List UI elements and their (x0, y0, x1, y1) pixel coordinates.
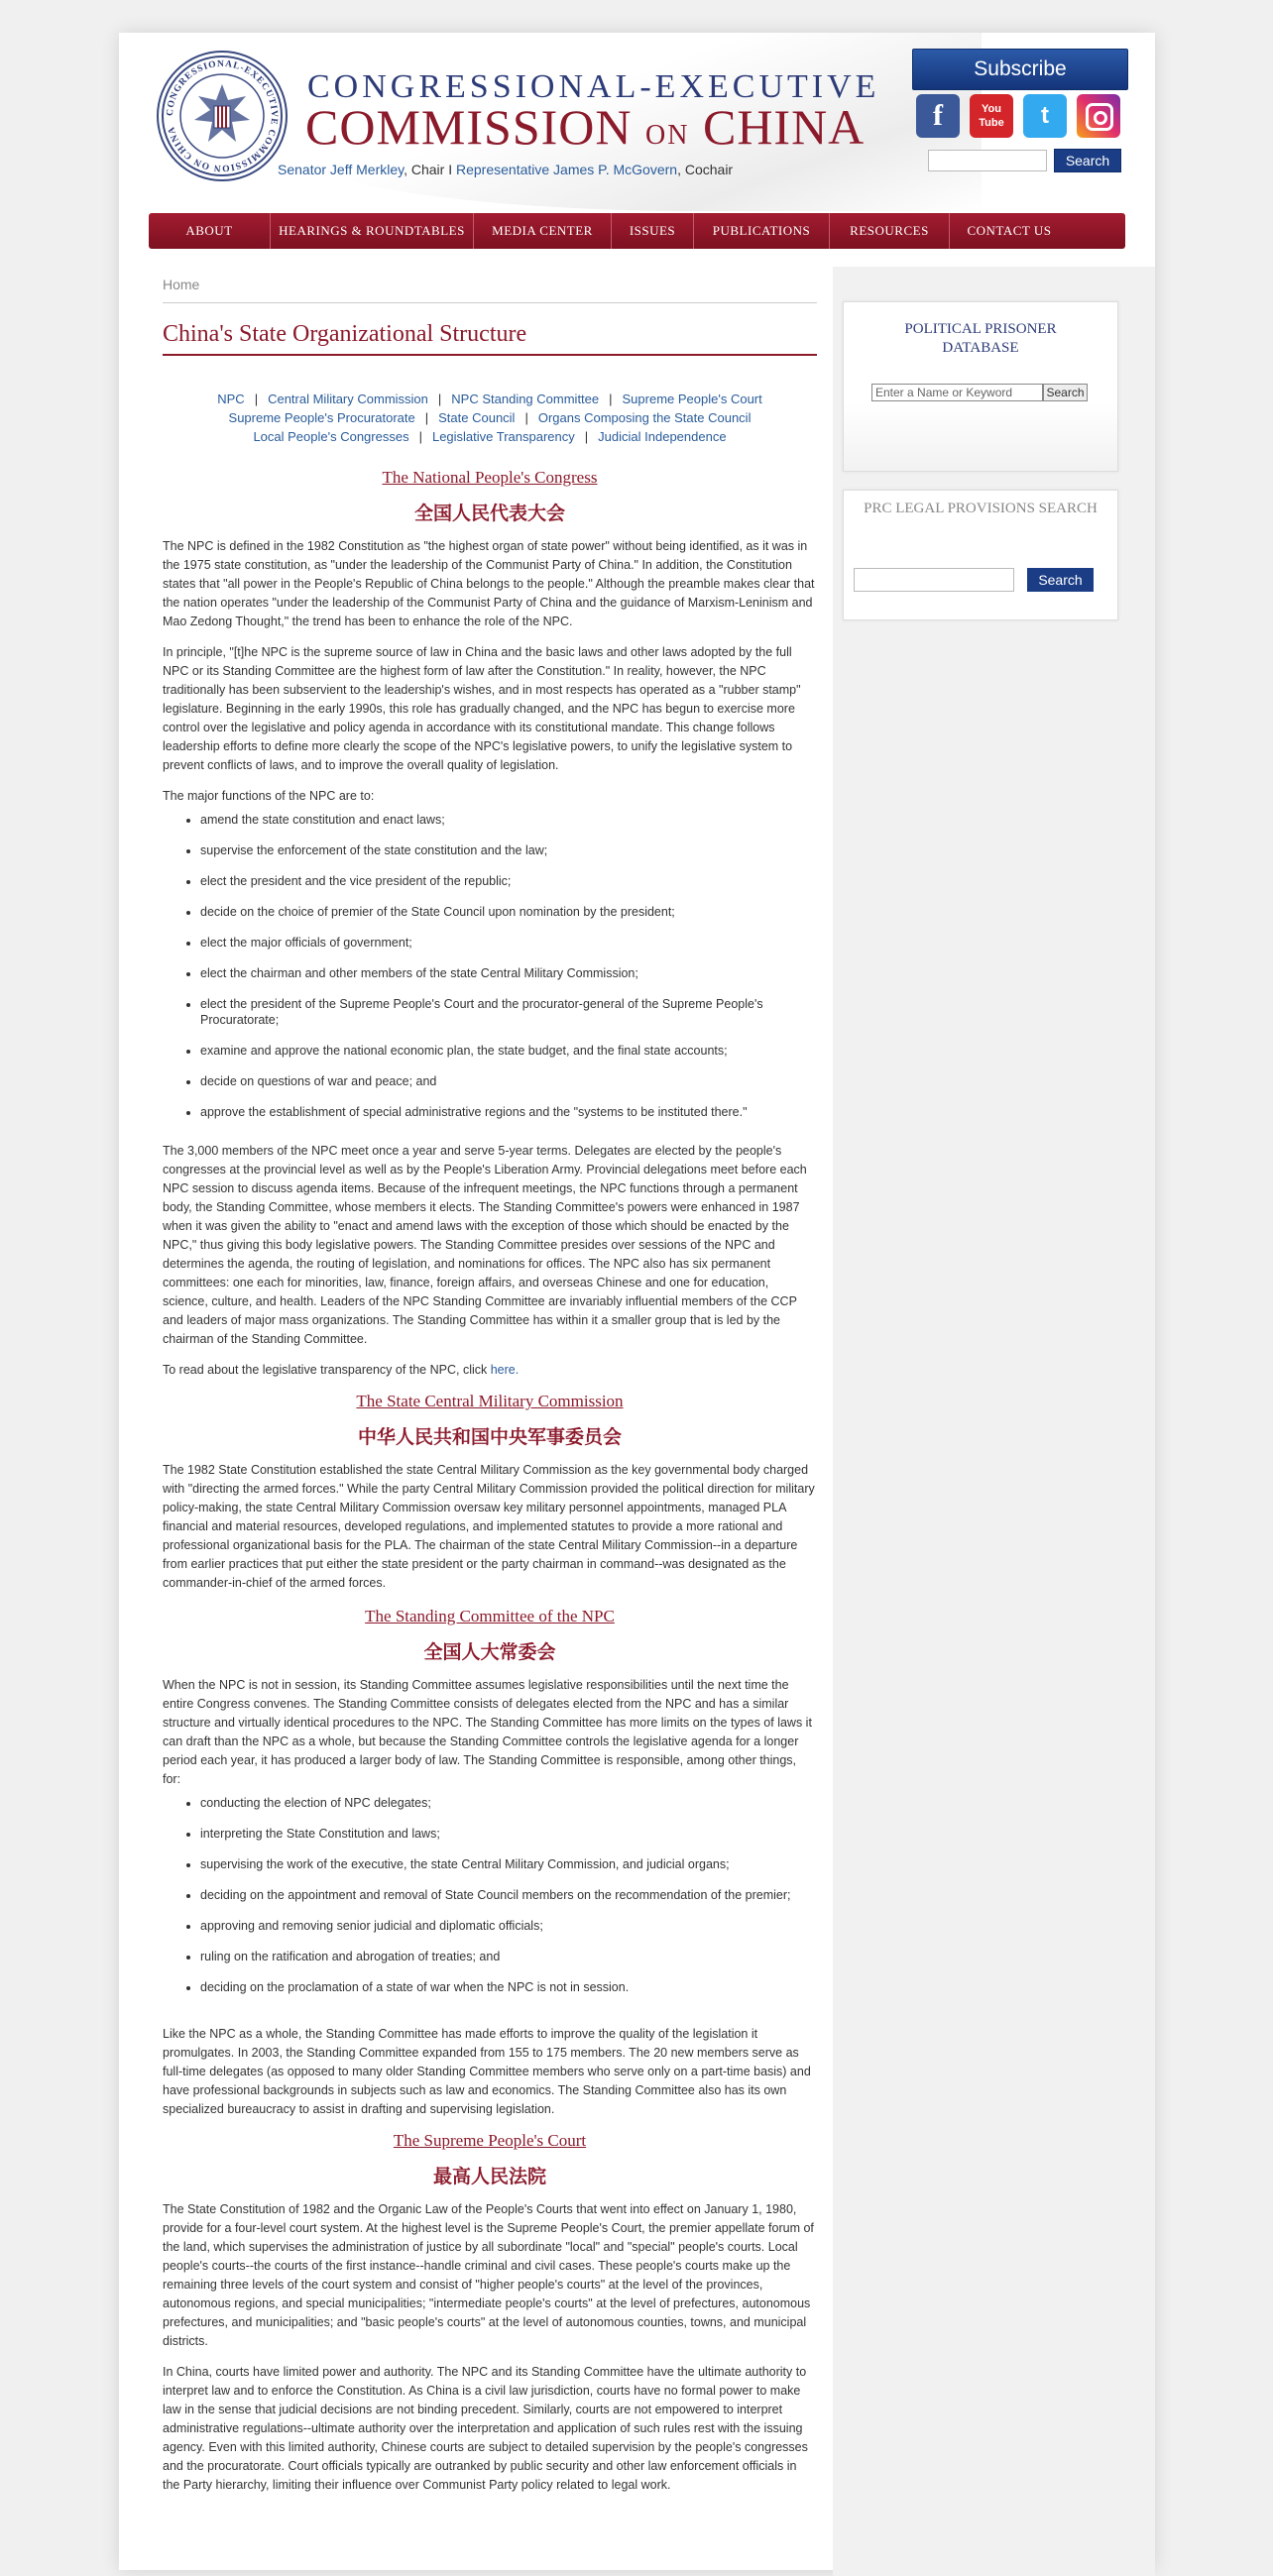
nav-publications[interactable]: PUBLICATIONS (694, 213, 830, 249)
ppd-title-line-2: DATABASE (942, 340, 1019, 356)
jumplinks-row-1 (163, 390, 817, 408)
prc-legal-provisions-box (843, 490, 1118, 620)
site-search-input[interactable] (928, 150, 1047, 171)
section-jumplinks (163, 390, 817, 446)
sidebar (833, 267, 1155, 2576)
youtube-icon-bottom: Tube (979, 117, 1004, 129)
nav-hearings[interactable]: HEARINGS & ROUNDTABLES (271, 213, 474, 249)
instagram-icon[interactable] (1077, 94, 1120, 138)
main-content (163, 277, 817, 2495)
logo-line-1[interactable]: CONGRESSIONAL-EXECUTIVE (307, 68, 880, 105)
npc-functions-list (163, 812, 817, 1120)
npc-transparency-text: To read about the legislative transparency of the NPC, click (163, 1363, 491, 1377)
svg-text:CONGRESSIONAL-EXECUTIVE COMMIS: CONGRESSIONAL-EXECUTIVE COMMISSION ON CHINA (165, 58, 280, 173)
section-title-npcsc-chinese: 全国人大常委会 (423, 1641, 556, 1663)
prc-legal-search-button[interactable]: Search (1027, 568, 1094, 592)
cochair-role: , Cochair (677, 162, 734, 177)
nav-about[interactable]: ABOUT (149, 213, 271, 249)
list-item: • decide on questions of war and peace; and (200, 1073, 817, 1089)
jumplinks-row-3 (163, 427, 817, 446)
npcsc-paragraph-2: Like the NPC as a whole, the Standing Committee has made efforts to improve the quality of the legislation it promulgates. In 2003, the Standing Committee expanded from 155 to 175 members. The 20 new members serve as full-time delegates (as opposed to many older Standing Committee members who serve only on a part-time basis) and have professional backgrounds in subjects such as law and economics. The Standing Committee also has its own specialized bureaucracy to assist in drafting and supervising legislation. (163, 2027, 811, 2116)
instagram-icon-lens (1094, 111, 1107, 125)
logo-word-china: CHINA (702, 99, 866, 155)
list-item: • elect the president and the vice president of the republic; (200, 873, 817, 889)
npc-paragraph-3: The 3,000 members of the NPC meet once a year and serve 5-year terms. Delegates are elected by the people's congresses at the provincial level as well as by the People's Liberation Army. Provincial delegations meet before each NPC session to discuss agenda items. Because of the infrequent meetings, the NPC functions through a permanent body, the Standing Committee, whose members it elects. The Standing Committee's powers were enhanced in 1987 when it was given the ability to "enact and amend laws with the exception of those which should be enacted by the NPC," thus giving this body legislative powers. The Standing Committee presides over sessions of the NPC and determines the agenda, the routing of legislation, and nominations for offices. The NPC also has six permanent committees: one each for minorities, law, finance, foreign affairs, and overseas Chinese and one for education, science, culture, and health. Leaders of the NPC Standing Committee are invariably influential members of the CCP and leaders of major mass organizations. The Standing Committee has within it a smaller group that is led by the chairman of the Standing Committee. (163, 1144, 807, 1346)
spc-paragraph-2: In China, courts have limited power and authority. The NPC and its Standing Committee have the ultimate authority to interpret law and to enforce the Constitution. As China is a civil law jurisdiction, courts have no formal power to make law in the sense that judicial decisions are not binding precedent. Similarly, courts are not empowered to interpret administrative regulations--ultimate authority over the interpretation and application of such rules rest with the issuing agency. Even with this limited authority, Chinese courts are subject to detailed supervision by the people's congresses and the procuratorate. Court officials typically are outranked by public security and other law enforcement officials in the Party hierarchy, limiting their influence over Communist Party policy related to legal work. (163, 2365, 808, 2492)
list-item: • examine and approve the national economic plan, the state budget, and the final state accounts; (200, 1043, 817, 1059)
jumplink-cmc[interactable]: Central Military Commission (268, 392, 428, 406)
jumplink-separator: | (609, 392, 613, 406)
spc-paragraph-1: The State Constitution of 1982 and the Organic Law of the People's Courts that went into effect on January 1, 1980, provide for a four-level court system. At the highest level is the Supreme People's Court, the premier appellate forum of the land, which supervises the administration of justice by all subordinate "local" and "special" people's courts. Local people's courts--the courts of the first instance--handle criminal and civil cases. These people's courts make up the remaining three levels of the court system and consist of "higher people's courts" at the level of the provinces, autonomous regions, and special municipalities; "intermediate people's courts" at the level of prefectures, autonomous prefectures, and municipalities; and "basic people's courts" at the level of autonomous counties, towns, and municipal districts. (163, 2202, 814, 2348)
section-title-spc: The Supreme People's Court (393, 2131, 587, 2150)
main-nav (149, 213, 1125, 249)
jumplink-separator: | (584, 429, 589, 444)
site-header (119, 33, 1155, 211)
nav-media-center[interactable]: MEDIA CENTER (474, 213, 612, 249)
jumplink-judicial-independence[interactable]: Judicial Independence (598, 429, 727, 444)
subscribe-button[interactable]: Subscribe (912, 49, 1128, 90)
cochair-link[interactable]: Representative James P. McGovern (456, 162, 678, 177)
breadcrumb (163, 277, 817, 303)
section-title-npc-chinese: 全国人民代表大会 (413, 503, 565, 524)
jumplink-separator: | (418, 429, 422, 444)
prc-legal-search-input[interactable] (854, 568, 1014, 592)
jumplink-state-council[interactable]: State Council (438, 410, 516, 425)
section-title-spc-chinese: 最高人民法院 (432, 2166, 546, 2187)
list-item: • supervising the work of the executive, the state Central Military Commission, and judicial organs; (200, 1856, 817, 1872)
npc-transparency-link[interactable]: here. (490, 1363, 520, 1377)
ppd-search-input[interactable]: Enter a Name or Keyword (871, 384, 1043, 401)
facebook-icon[interactable]: f (916, 94, 960, 138)
jumplink-npc-standing-committee[interactable]: NPC Standing Committee (451, 392, 600, 406)
breadcrumb-home[interactable]: Home (163, 277, 200, 292)
jumplinks-row-2 (163, 408, 817, 427)
list-item: • decide on the choice of premier of the State Council upon nomination by the president; (200, 904, 817, 920)
ppd-search-button[interactable]: Search (1043, 384, 1088, 401)
npc-transparency-paragraph (163, 1361, 817, 1380)
npcsc-paragraph-1: When the NPC is not in session, its Standing Committee assumes legislative responsibilities until the next time the entire Congress convenes. The Standing Committee consists of delegates elected from the NPC and has a similar structure and virtually identical procedures to the NPC. The Standing Committee has more limits on the types of laws it can draft than the NPC as a whole, but because the Standing Committee controls the legislative agenda for a longer period each year, it has produced a larger body of law. The Standing Committee is responsible, among other things, for: (163, 1678, 812, 1786)
nav-issues[interactable]: ISSUES (612, 213, 694, 249)
jumplink-separator: | (254, 392, 259, 406)
jumplink-separator: | (424, 410, 429, 425)
nav-contact-us[interactable]: CONTACT US (967, 223, 1052, 238)
youtube-icon-top: You (982, 103, 1001, 115)
jumplink-supreme-court[interactable]: Supreme People's Court (622, 392, 762, 406)
npc-functions-intro: The major functions of the NPC are to: (163, 789, 375, 803)
jumplink-npc[interactable]: NPC (217, 392, 245, 406)
political-prisoner-database-box (843, 301, 1118, 472)
list-item: • elect the president of the Supreme People's Court and the procurator-general of the Supreme People's Procuratorate; (200, 996, 817, 1028)
section-title-cmc: The State Central Military Commission (356, 1392, 624, 1410)
list-item: • elect the chairman and other members of the state Central Military Commission; (200, 965, 817, 981)
list-item: • interpreting the State Constitution and laws; (200, 1826, 817, 1842)
list-item: • conducting the election of NPC delegates; (200, 1795, 817, 1811)
youtube-icon[interactable] (970, 94, 1013, 138)
list-item: • ruling on the ratification and abrogation of treaties; and (200, 1949, 817, 1964)
chair-link[interactable]: Senator Jeff Merkley (278, 162, 405, 177)
list-item: • deciding on the appointment and removal of State Council members on the recommendation of the premier; (200, 1887, 817, 1903)
page-title: China's State Organizational Structure (163, 321, 817, 356)
list-item: • amend the state constitution and enact laws; (200, 812, 817, 828)
jumplink-organs-state-council[interactable]: Organs Composing the State Council (537, 410, 752, 425)
jumplink-local-congresses[interactable]: Local People's Congresses (253, 429, 409, 444)
ppd-title[interactable] (844, 320, 1117, 358)
list-item: • elect the major officials of government; (200, 935, 817, 951)
npc-paragraph-2: In principle, "[t]he NPC is the supreme source of law in China and the basic laws and other laws adopted by the full NPC or its Standing Committee are the highest form of law after the Constitution." In reality, however, the NPC traditionally has been subservient to the leadership's wishes, and in most respects has operated as a "rubber stamp" legislature. Beginning in the early 1990s, this role has gradually changed, and the NPC has begun to exercise more control over the legislative and policy agenda in accordance with its constitutional mandate. This change follows leadership efforts to define more clearly the scope of the NPC's legislative powers, to unify the legislative system to prevent conflicts of laws, and to improve the overall quality of legislation. (163, 645, 801, 772)
page-container (119, 33, 1155, 2570)
section-title-cmc-chinese: 中华人民共和国中央军事委员会 (357, 1426, 622, 1448)
logo-line-2[interactable] (305, 98, 865, 156)
site-search-button[interactable]: Search (1054, 149, 1121, 172)
chair-role: , Chair I (404, 162, 453, 177)
prc-legal-title: PRC LEGAL PROVISIONS SEARCH (864, 501, 1098, 516)
list-item: • supervise the enforcement of the state constitution and the law; (200, 842, 817, 858)
npc-paragraph-1: The NPC is defined in the 1982 Constitution as "the highest organ of state power" without being identified, as it was in the 1975 state constitution, as "under the leadership of the Communist Party of China." In addition, the Constitution states that "all power in the People's Republic of China belongs to the people." Although the preamble makes clear that the nation operates "under the leadership of the Communist Party of China and the guidance of Marxism-Leninism and Mao Zedong Thought," the trend has been to enhance the role of the NPC. (163, 539, 815, 628)
commission-seal-icon[interactable] (157, 51, 288, 181)
list-item: • approving and removing senior judicial and diplomatic officials; (200, 1918, 817, 1934)
section-title-npcsc: The Standing Committee of the NPC (365, 1607, 615, 1625)
jumplink-separator: | (437, 392, 442, 406)
section-title-npc: The National People's Congress (382, 468, 598, 487)
logo-word-on: ON (645, 120, 690, 151)
npcsc-duties-list (163, 1795, 817, 1995)
jumplink-legislative-transparency[interactable]: Legislative Transparency (431, 429, 575, 444)
twitter-icon[interactable]: t (1023, 94, 1067, 138)
list-item: • deciding on the proclamation of a state of war when the NPC is not in session. (200, 1979, 817, 1995)
chair-credits (278, 162, 733, 177)
nav-resources[interactable]: RESOURCES (830, 213, 950, 249)
jumplink-procuratorate[interactable]: Supreme People's Procuratorate (228, 410, 415, 425)
jumplink-separator: | (524, 410, 528, 425)
ppd-title-line-1: POLITICAL PRISONER (904, 321, 1057, 337)
list-item: • approve the establishment of special administrative regions and the "systems to be instituted there." (200, 1104, 817, 1120)
cmc-paragraph-1: The 1982 State Constitution established the state Central Military Commission as the key governmental body charged with "directing the armed forces." While the party Central Military Commission provided the political direction for military policy-making, the state Central Military Commission oversaw key military personnel appointments, managed PLA financial and material resources, developed regulations, and implemented statutes to provide a more rational and professional organizational basis for the PLA. The chairman of the state Central Military Commission--in a departure from earlier practices that put either the state president or the party chairman in command--was designated as the commander-in-chief of the armed forces. (163, 1463, 815, 1590)
logo-word-commission: COMMISSION (305, 99, 633, 155)
